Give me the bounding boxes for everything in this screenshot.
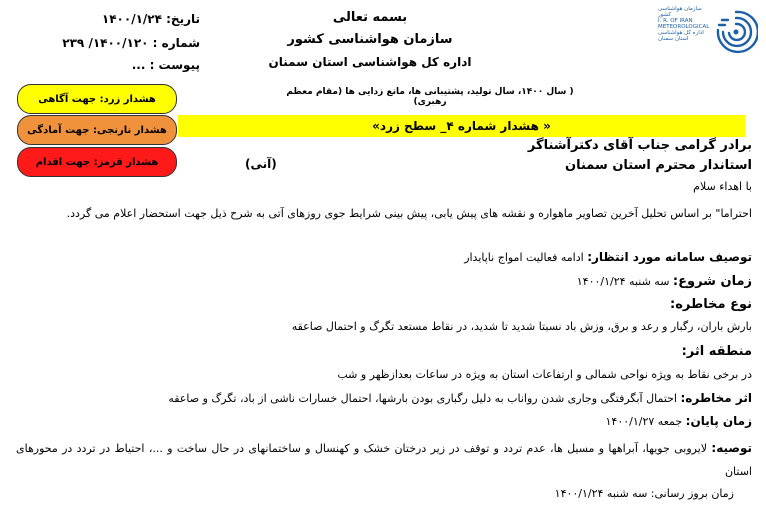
- start-label: زمان شروع:: [672, 274, 752, 289]
- advice-value: لایروبی جویها، آبراهها و مسیل ها، عدم تردد و توقف در زیر درختان خشک و کهنسال و ساختمانهای در حال ساخت و ...، احتیاط در تردد در محورهای استان: [16, 442, 752, 478]
- org-logo: [658, 4, 758, 64]
- meteorology-logo-icon: [714, 8, 758, 58]
- area-value: در برخی نقاط به ویژه نواحی شمالی و ارتفاعات استان به ویژه در ساعات بعدازظهر و شب: [337, 368, 752, 381]
- organization-name: سازمان هواشناسی کشور: [287, 32, 453, 47]
- start-value: سه شنبه ۱۴۰۰/۱/۲۴: [576, 275, 670, 288]
- date-label: تاریخ:: [166, 12, 200, 26]
- greeting: با اهداء سلام: [693, 180, 752, 193]
- attachment-value: ...: [131, 58, 146, 72]
- department-name: اداره کل هواشناسی استان سمنان: [268, 55, 472, 69]
- system-row: [464, 250, 752, 264]
- urgency-tag: (آنی): [245, 157, 277, 171]
- start-row: [577, 274, 752, 289]
- letter-date: [60, 12, 200, 26]
- end-label: زمان پایان:: [685, 414, 752, 428]
- advice-label: توصیه:: [711, 441, 752, 455]
- advice-row: [16, 437, 752, 483]
- intro-paragraph: احتراما" بر اساس تحلیل آخرین تصاویر ماهواره و نقشه های پیش یابی، پیش بینی شرایط جوی روزهای آتی به شرح ذیل جهت استحضار اعلام می گردد.: [66, 207, 752, 220]
- hazard-label: نوع مخاطره:: [670, 297, 752, 312]
- attachment-label: پیوست :: [149, 58, 200, 72]
- hazard-value: بارش باران، رگبار و رعد و برق، وزش باد نسبتا شدید تا شدید، در نقاط مستعد تگرگ و احتمال صاعقه: [291, 320, 752, 333]
- orange-warning-legend: هشدار نارنجی: جهت آمادگی: [17, 115, 177, 145]
- date-value: ۱۴۰۰/۱/۲۴: [101, 12, 162, 26]
- effect-label: اثر مخاطره:: [680, 391, 752, 405]
- letter-number: [60, 36, 200, 50]
- system-label: توصیف سامانه مورد انتظار:: [587, 250, 752, 264]
- yellow-warning-legend: هشدار زرد: جهت آگاهی: [17, 84, 177, 114]
- effect-value: احتمال آبگرفتگی وجاری شدن رواناب به دلیل رگباری بودن بارشها، احتمال خسارات ناشی از باد، تگرگ و صاعقه: [168, 392, 677, 405]
- area-label: منطقه اثر:: [681, 344, 752, 359]
- number-value: ۱۴۰۰/۱۲۰/ ۲۳۹: [62, 36, 149, 50]
- year-slogan: ( سال ۱۴۰۰، سال تولید، پشتیبانی ها، مانع زدایی ها (مقام معظم رهبری): [286, 87, 574, 107]
- logo-text: سازمان هواشناسی کشور I. R. OF IRAN METEOROLOGICAL اداره کل هواشناسی استان سمنان: [658, 6, 710, 42]
- update-time: زمان بروز رسانی: سه شنبه ۱۴۰۰/۱/۲۴: [554, 487, 734, 500]
- letter-attachment: [60, 58, 200, 72]
- red-warning-legend: هشدار قرمز: جهت اقدام: [17, 147, 177, 177]
- warning-banner: « هشدار شماره ۴_ سطح زرد»: [178, 115, 745, 137]
- end-row: [606, 414, 752, 428]
- number-label: شماره :: [152, 36, 200, 50]
- bismillah: بسمه تعالی: [332, 10, 408, 25]
- effect-row: [168, 391, 752, 405]
- recipient-title: استاندار محترم استان سمنان: [565, 158, 752, 173]
- end-value: جمعه ۱۴۰۰/۱/۲۷: [605, 415, 683, 428]
- system-value: ادامه فعالیت امواج ناپایدار: [464, 251, 584, 264]
- recipient-name: برادر گرامی جناب آقای دکترآشناگر: [527, 138, 752, 153]
